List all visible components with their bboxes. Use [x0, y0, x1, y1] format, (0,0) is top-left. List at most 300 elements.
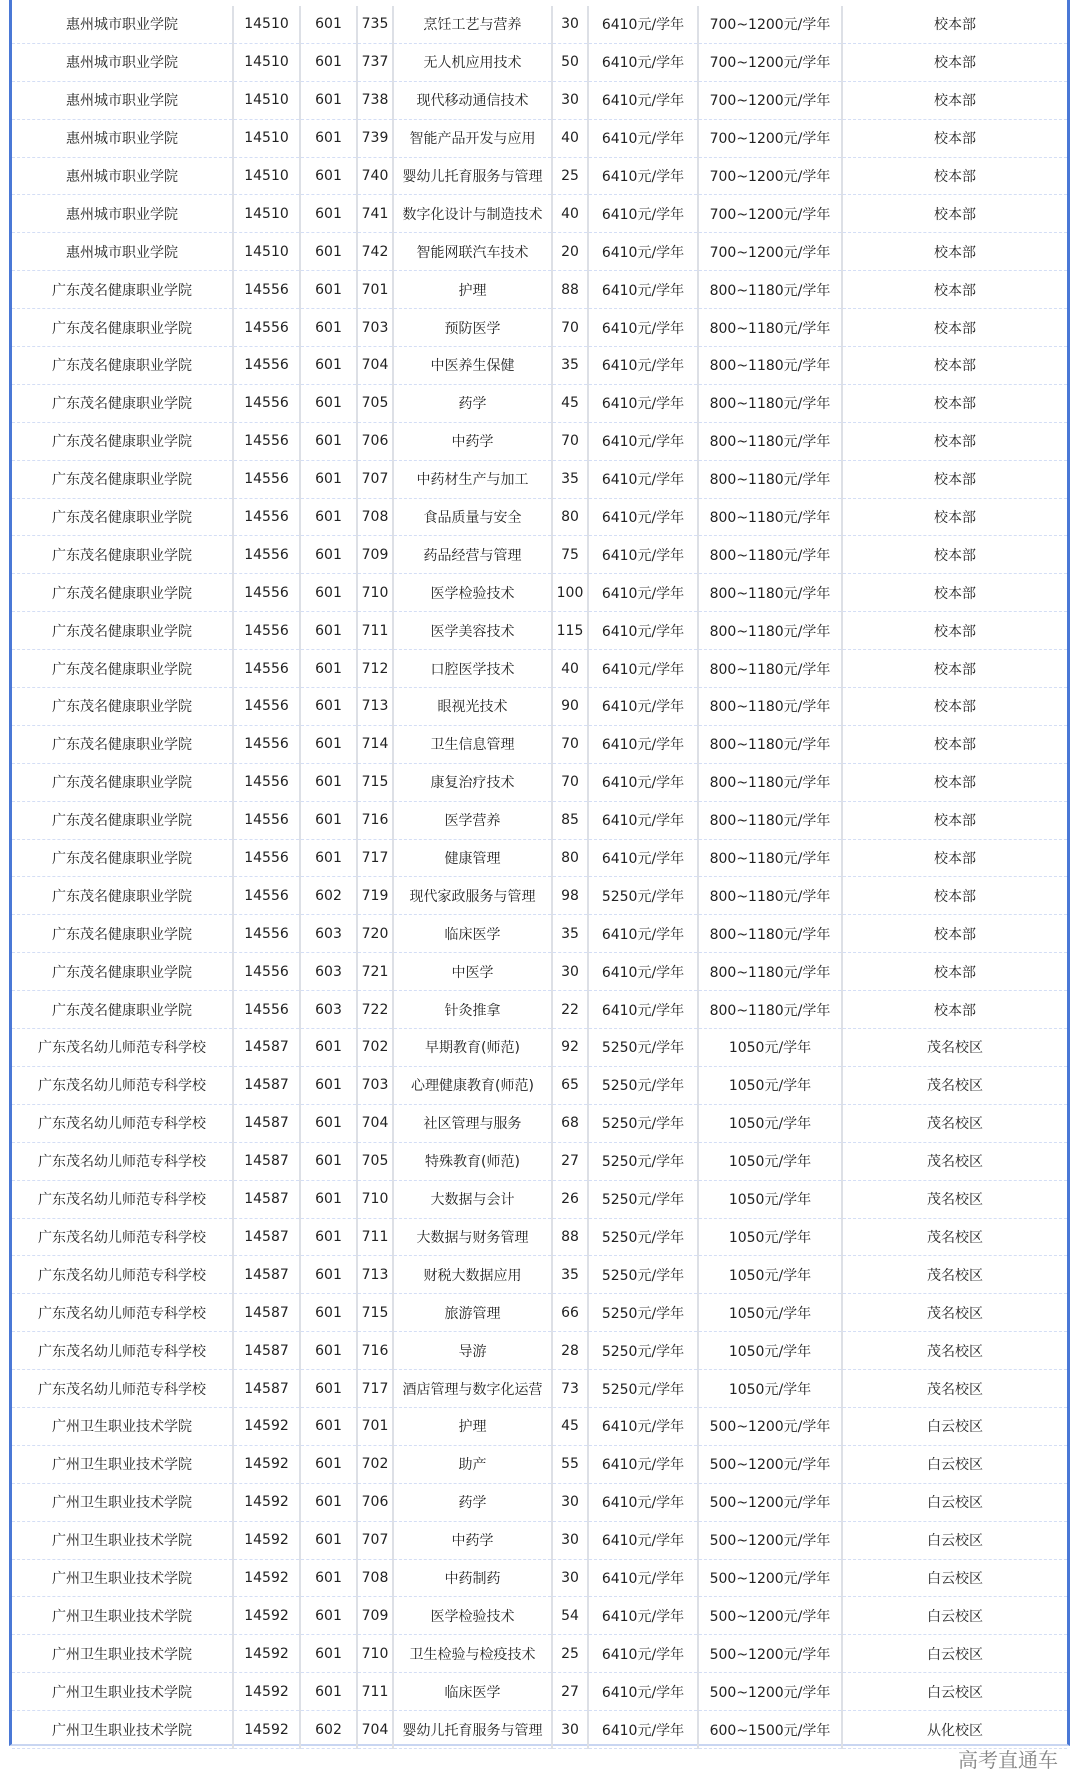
school-name: 广东茂名幼儿师范专科学校 [38, 1040, 206, 1057]
major-code: 711 [361, 622, 389, 639]
campus: 校本部 [934, 434, 976, 451]
major-code-cell [357, 1066, 393, 1104]
school-code: 14556 [244, 319, 289, 336]
major-code: 720 [361, 925, 389, 942]
tuition: 6410元/学年 [601, 1002, 685, 1019]
plan-count-cell [552, 1445, 588, 1483]
group-code-cell [300, 763, 357, 801]
plan-count-cell [552, 1521, 588, 1559]
major-name: 现代移动通信技术 [416, 93, 529, 110]
major-code: 703 [361, 319, 389, 336]
major-code: 715 [361, 1304, 389, 1321]
major-code-cell [357, 347, 393, 385]
group-code: 601 [315, 1039, 342, 1056]
campus-cell [842, 1370, 1067, 1408]
tuition-cell [588, 688, 698, 726]
group-code-cell [300, 81, 357, 119]
school-code-cell [233, 1711, 300, 1749]
major-name: 临床医学 [444, 1684, 501, 1701]
campus: 白云校区 [927, 1495, 983, 1512]
plan-count: 70 [561, 319, 579, 336]
accommodation-fee-cell [698, 536, 842, 574]
accommodation-fee-cell [698, 953, 842, 991]
accommodation-fee-cell [698, 1256, 842, 1294]
plan-count: 27 [561, 1153, 579, 1170]
school-code: 14556 [244, 850, 289, 867]
accommodation-fee-cell [698, 1294, 842, 1332]
major-name: 中医学 [451, 964, 494, 981]
group-code-cell [300, 157, 357, 195]
school-code-cell [233, 309, 300, 347]
accommodation-fee-cell [698, 498, 842, 536]
accommodation-fee: 500~1200元/学年 [709, 1457, 831, 1474]
table-row [12, 1142, 1067, 1180]
plan-count: 80 [561, 509, 579, 526]
major-code: 710 [361, 584, 389, 601]
group-code-cell [300, 1370, 357, 1408]
group-code: 601 [315, 1342, 342, 1359]
accommodation-fee-cell [698, 309, 842, 347]
tuition-cell [588, 1332, 698, 1370]
campus-cell [842, 1635, 1067, 1673]
major-name-cell [393, 1597, 552, 1635]
plan-count-cell [552, 1559, 588, 1597]
major-name-cell [393, 1483, 552, 1521]
campus-cell [842, 1711, 1067, 1749]
tuition-cell [588, 157, 698, 195]
group-code: 603 [315, 1001, 342, 1018]
campus: 茂名校区 [927, 1343, 983, 1360]
accommodation-fee-cell [698, 877, 842, 915]
school-name-cell [12, 422, 233, 460]
accommodation-fee-cell [698, 1445, 842, 1483]
tuition: 6410元/学年 [601, 775, 685, 792]
accommodation-fee-cell [698, 347, 842, 385]
major-name-cell [393, 915, 552, 953]
tuition: 6410元/学年 [601, 1533, 685, 1550]
major-code: 717 [361, 1380, 389, 1397]
major-name: 旅游管理 [444, 1305, 501, 1322]
major-code: 712 [361, 660, 389, 677]
accommodation-fee: 500~1200元/学年 [709, 1570, 831, 1587]
group-code-cell [300, 1635, 357, 1673]
tuition-cell [588, 1445, 698, 1483]
group-code: 601 [315, 54, 342, 71]
group-code: 601 [315, 130, 342, 147]
tuition-cell [588, 347, 698, 385]
table-row [12, 460, 1067, 498]
tuition-cell [588, 953, 698, 991]
campus-cell [842, 839, 1067, 877]
campus: 校本部 [934, 813, 976, 830]
major-name-cell [393, 347, 552, 385]
major-name: 酒店管理与数字化运营 [402, 1381, 543, 1398]
major-code: 709 [361, 1607, 389, 1624]
accommodation-fee: 1050元/学年 [728, 1040, 812, 1057]
accommodation-fee: 800~1180元/学年 [709, 699, 831, 716]
major-code-cell [357, 6, 393, 43]
accommodation-fee: 700~1200元/学年 [709, 206, 831, 223]
accommodation-fee: 700~1200元/学年 [709, 169, 831, 185]
group-code: 601 [315, 471, 342, 488]
school-name-cell [12, 119, 233, 157]
major-name: 卫生信息管理 [430, 737, 515, 754]
school-name-cell [12, 1029, 233, 1067]
group-code: 601 [315, 205, 342, 222]
group-code-cell [300, 1483, 357, 1521]
campus-cell [842, 1559, 1067, 1597]
school-name: 广东茂名健康职业学院 [52, 510, 192, 527]
campus-cell [842, 1521, 1067, 1559]
school-code: 14592 [244, 1683, 289, 1700]
major-code-cell [357, 991, 393, 1029]
major-name-cell [393, 81, 552, 119]
major-name-cell [393, 1407, 552, 1445]
major-code: 711 [361, 1683, 389, 1700]
tuition-cell [588, 839, 698, 877]
major-code: 741 [361, 205, 389, 222]
group-code: 603 [315, 925, 342, 942]
school-code: 14556 [244, 357, 289, 374]
school-name: 广东茂名健康职业学院 [52, 623, 192, 640]
major-name-cell [393, 650, 552, 688]
major-name-cell [393, 1180, 552, 1218]
group-code: 602 [315, 1721, 342, 1738]
school-name-cell [12, 43, 233, 81]
major-name-cell [393, 1256, 552, 1294]
group-code-cell [300, 384, 357, 422]
major-name: 医学检验技术 [430, 1608, 515, 1625]
major-name-cell [393, 498, 552, 536]
major-code: 717 [361, 850, 389, 867]
major-code: 737 [361, 54, 389, 71]
major-name-cell [393, 1104, 552, 1142]
major-name: 中药制药 [444, 1570, 501, 1587]
major-name: 心理健康教育(师范) [411, 1078, 534, 1095]
school-name: 广东茂名健康职业学院 [52, 737, 192, 754]
campus: 白云校区 [927, 1570, 983, 1587]
campus: 校本部 [934, 282, 976, 299]
major-code-cell [357, 1635, 393, 1673]
campus-cell [842, 309, 1067, 347]
tuition: 6410元/学年 [601, 737, 685, 754]
school-code: 14556 [244, 698, 289, 715]
accommodation-fee: 1050元/学年 [728, 1078, 812, 1095]
tuition: 6410元/学年 [601, 358, 685, 375]
school-code-cell [233, 1066, 300, 1104]
campus: 白云校区 [927, 1419, 983, 1436]
table-row [12, 119, 1067, 157]
school-name: 广东茂名健康职业学院 [52, 964, 192, 981]
accommodation-fee-cell [698, 1142, 842, 1180]
plan-count-cell [552, 650, 588, 688]
group-code-cell [300, 6, 357, 43]
major-name-cell [393, 157, 552, 195]
plan-count-cell [552, 271, 588, 309]
campus: 校本部 [934, 888, 976, 905]
tuition: 6410元/学年 [601, 547, 685, 564]
school-code-cell [233, 801, 300, 839]
school-code: 14587 [244, 1153, 289, 1170]
school-code: 14592 [244, 1456, 289, 1473]
plan-count: 70 [561, 736, 579, 753]
tuition-cell [588, 763, 698, 801]
table-row [12, 953, 1067, 991]
accommodation-fee-cell [698, 801, 842, 839]
major-code-cell [357, 1483, 393, 1521]
major-name-cell [393, 119, 552, 157]
tuition: 5250元/学年 [601, 1078, 685, 1095]
school-code-cell [233, 1673, 300, 1711]
plan-count: 88 [561, 281, 579, 298]
school-code: 14510 [244, 243, 289, 260]
group-code-cell [300, 1256, 357, 1294]
accommodation-fee: 800~1180元/学年 [709, 396, 831, 413]
major-name-cell [393, 1142, 552, 1180]
major-code-cell [357, 498, 393, 536]
major-code-cell [357, 1294, 393, 1332]
tuition-cell [588, 195, 698, 233]
group-code-cell [300, 1597, 357, 1635]
school-code: 14592 [244, 1645, 289, 1662]
school-name-cell [12, 877, 233, 915]
plan-count-cell [552, 384, 588, 422]
campus-cell [842, 1483, 1067, 1521]
major-code-cell [357, 1445, 393, 1483]
plan-count: 85 [561, 812, 579, 829]
school-code: 14556 [244, 395, 289, 412]
accommodation-fee: 700~1200元/学年 [709, 17, 831, 34]
plan-count: 30 [561, 1532, 579, 1549]
major-code: 721 [361, 963, 389, 980]
plan-count: 30 [561, 963, 579, 980]
plan-count-cell [552, 347, 588, 385]
school-name-cell [12, 1407, 233, 1445]
group-code-cell [300, 43, 357, 81]
school-code-cell [233, 384, 300, 422]
tuition: 6410元/学年 [601, 17, 685, 34]
school-code: 14592 [244, 1607, 289, 1624]
school-code-cell [233, 1407, 300, 1445]
school-code-cell [233, 877, 300, 915]
major-name: 大数据与会计 [430, 1192, 515, 1209]
tuition-cell [588, 43, 698, 81]
school-code: 14587 [244, 1380, 289, 1397]
group-code: 601 [315, 1418, 342, 1435]
plan-count: 70 [561, 774, 579, 791]
school-code-cell [233, 195, 300, 233]
school-code-cell [233, 650, 300, 688]
table-row [12, 1483, 1067, 1521]
major-code-cell [357, 460, 393, 498]
campus: 校本部 [934, 510, 976, 527]
school-name: 广东茂名幼儿师范专科学校 [38, 1116, 206, 1133]
school-name-cell [12, 1635, 233, 1673]
school-name-cell [12, 271, 233, 309]
school-code: 14592 [244, 1532, 289, 1549]
accommodation-fee: 700~1200元/学年 [709, 244, 831, 261]
table-row [12, 763, 1067, 801]
tuition: 6410元/学年 [601, 320, 685, 337]
major-name: 大数据与财务管理 [416, 1229, 529, 1246]
tuition-cell [588, 6, 698, 43]
tuition-cell [588, 801, 698, 839]
tuition: 6410元/学年 [601, 1684, 685, 1701]
campus-cell [842, 1673, 1067, 1711]
table-row [12, 1294, 1067, 1332]
group-code: 601 [315, 1191, 342, 1208]
school-code: 14592 [244, 1721, 289, 1738]
tuition: 6410元/学年 [601, 623, 685, 640]
accommodation-fee: 800~1180元/学年 [709, 510, 831, 527]
tuition: 6410元/学年 [601, 93, 685, 110]
tuition-cell [588, 650, 698, 688]
major-code-cell [357, 1256, 393, 1294]
school-name: 惠州城市职业学院 [66, 169, 178, 185]
accommodation-fee: 1050元/学年 [728, 1116, 812, 1133]
table-row [12, 915, 1067, 953]
school-code-cell [233, 1294, 300, 1332]
table-row [12, 1218, 1067, 1256]
major-name-cell [393, 384, 552, 422]
school-code-cell [233, 6, 300, 43]
major-code: 710 [361, 1191, 389, 1208]
campus-cell [842, 498, 1067, 536]
group-code-cell [300, 1218, 357, 1256]
school-code: 14510 [244, 16, 289, 33]
tuition: 6410元/学年 [601, 813, 685, 830]
school-name: 广东茂名健康职业学院 [52, 1002, 192, 1019]
major-name-cell [393, 233, 552, 271]
major-code-cell [357, 271, 393, 309]
campus-cell [842, 195, 1067, 233]
school-code: 14556 [244, 774, 289, 791]
accommodation-fee: 500~1200元/学年 [709, 1419, 831, 1436]
tuition-cell [588, 309, 698, 347]
school-code: 14510 [244, 54, 289, 71]
plan-count-cell [552, 81, 588, 119]
school-name: 广东茂名健康职业学院 [52, 661, 192, 678]
tuition: 5250元/学年 [601, 888, 685, 905]
major-code: 706 [361, 433, 389, 450]
group-code: 601 [315, 1115, 342, 1132]
campus: 白云校区 [927, 1684, 983, 1701]
school-code: 14587 [244, 1228, 289, 1245]
major-code: 708 [361, 1569, 389, 1586]
school-code: 14587 [244, 1342, 289, 1359]
school-code: 14592 [244, 1494, 289, 1511]
accommodation-fee: 1050元/学年 [728, 1192, 812, 1209]
major-name: 中药材生产与加工 [416, 472, 529, 489]
accommodation-fee: 1050元/学年 [728, 1343, 812, 1360]
plan-count-cell [552, 157, 588, 195]
campus-cell [842, 347, 1067, 385]
plan-count: 88 [561, 1228, 579, 1245]
group-code-cell [300, 1180, 357, 1218]
major-code: 711 [361, 1228, 389, 1245]
school-name-cell [12, 6, 233, 43]
accommodation-fee: 1050元/学年 [728, 1267, 812, 1284]
tuition: 6410元/学年 [601, 131, 685, 148]
table-row [12, 347, 1067, 385]
group-code-cell [300, 271, 357, 309]
school-name: 惠州城市职业学院 [66, 17, 178, 34]
group-code-cell [300, 612, 357, 650]
school-name-cell [12, 347, 233, 385]
major-name: 医学美容技术 [430, 623, 515, 640]
school-name: 广州卫生职业技术学院 [52, 1533, 192, 1550]
major-code: 715 [361, 774, 389, 791]
campus: 校本部 [934, 206, 976, 223]
school-name: 广东茂名健康职业学院 [52, 585, 192, 602]
major-name: 预防医学 [444, 320, 501, 337]
group-code: 601 [315, 1683, 342, 1700]
plan-count: 90 [561, 698, 579, 715]
major-code-cell [357, 1332, 393, 1370]
accommodation-fee: 800~1180元/学年 [709, 813, 831, 830]
major-name-cell [393, 1066, 552, 1104]
tuition-cell [588, 1597, 698, 1635]
group-code-cell [300, 953, 357, 991]
school-name: 广州卫生职业技术学院 [52, 1495, 192, 1512]
accommodation-fee-cell [698, 725, 842, 763]
major-code: 719 [361, 887, 389, 904]
school-name-cell [12, 1711, 233, 1749]
table-row [12, 1256, 1067, 1294]
table-row [12, 157, 1067, 195]
major-name-cell [393, 953, 552, 991]
group-code: 601 [315, 1228, 342, 1245]
plan-count-cell [552, 1635, 588, 1673]
school-name: 广东茂名幼儿师范专科学校 [38, 1154, 206, 1171]
plan-count-cell [552, 43, 588, 81]
major-code-cell [357, 839, 393, 877]
group-code-cell [300, 1521, 357, 1559]
school-name: 广州卫生职业技术学院 [52, 1684, 192, 1701]
table-row [12, 1673, 1067, 1711]
table-row [12, 1180, 1067, 1218]
school-code: 14556 [244, 546, 289, 563]
school-name-cell [12, 1521, 233, 1559]
accommodation-fee: 800~1180元/学年 [709, 1002, 831, 1019]
group-code: 601 [315, 546, 342, 563]
major-name: 食品质量与安全 [423, 510, 522, 527]
table-row [12, 650, 1067, 688]
school-name: 广东茂名幼儿师范专科学校 [38, 1343, 206, 1360]
major-code-cell [357, 195, 393, 233]
campus-cell [842, 422, 1067, 460]
school-code: 14510 [244, 168, 289, 184]
plan-count-cell [552, 877, 588, 915]
accommodation-fee-cell [698, 612, 842, 650]
table-row [12, 422, 1067, 460]
table-row [12, 1066, 1067, 1104]
school-code-cell [233, 1104, 300, 1142]
major-name-cell [393, 422, 552, 460]
plan-count: 65 [561, 1077, 579, 1094]
major-code-cell [357, 953, 393, 991]
school-name-cell [12, 1332, 233, 1370]
accommodation-fee: 800~1180元/学年 [709, 661, 831, 678]
group-code: 602 [315, 887, 342, 904]
table-row [12, 1445, 1067, 1483]
school-code-cell [233, 460, 300, 498]
group-code: 601 [315, 1645, 342, 1662]
tuition: 6410元/学年 [601, 1608, 685, 1625]
group-code-cell [300, 233, 357, 271]
major-code: 738 [361, 92, 389, 109]
watermark: 高考直通车 [958, 1748, 1058, 1772]
